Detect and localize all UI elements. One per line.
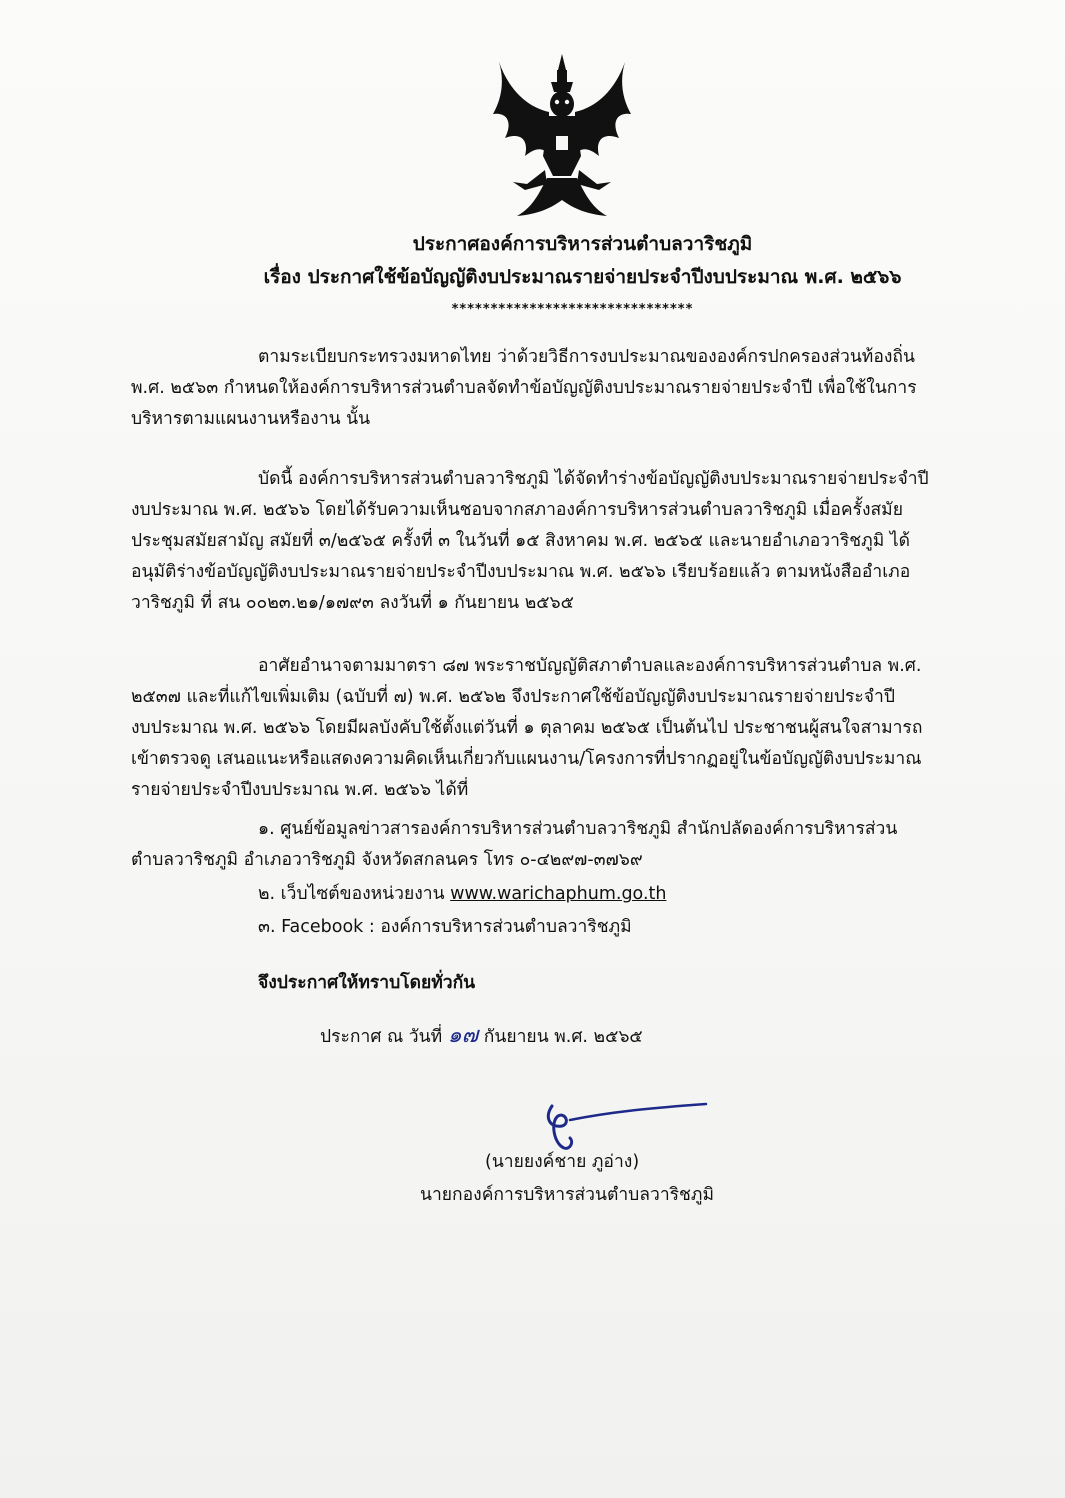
para-line: อาศัยอำนาจตามมาตรา ๘๗ พระราชบัญญัติสภาตำบลและองค์การบริหารส่วนตำบล พ.ศ.: [258, 656, 922, 676]
paragraph-authority: [131, 651, 943, 806]
list-item-facebook: ๓. Facebook : องค์การบริหารส่วนตำบลวาริชภูมิ: [258, 917, 632, 937]
para-line: อนุมัติร่างข้อบัญญัติงบประมาณรายจ่ายประจำปีงบประมาณ พ.ศ. ๒๕๖๖ เรียบร้อยแล้ว ตามหนังสืออำเภอ: [131, 562, 911, 582]
date-prefix: ประกาศ ณ วันที่: [320, 1027, 443, 1047]
para-line: บริหารตามแผนงานหรืองาน นั้น: [131, 409, 371, 429]
signer-name: (นายยงค์ชาย ภูอ่าง): [485, 1152, 640, 1172]
closing-statement: จึงประกาศให้ทราบโดยทั่วกัน: [258, 973, 476, 993]
para-line: งบประมาณ พ.ศ. ๒๕๖๖ โดยได้รับความเห็นชอบจากสภาองค์การบริหารส่วนตำบลวาริชภูมิ เมื่อครั้งสมัย: [131, 500, 903, 520]
para-line: วาริชภูมิ ที่ สน ๐๐๒๓.๒๑/๑๗๙๓ ลงวันที่ ๑ กันยายน ๒๕๖๕: [131, 593, 574, 613]
website-label: ๒. เว็บไซต์ของหน่วยงาน: [258, 884, 451, 904]
org-title: ประกาศองค์การบริหารส่วนตำบลวาริชภูมิ: [412, 233, 753, 255]
para-line: บัดนี้ องค์การบริหารส่วนตำบลวาริชภูมิ ได้จัดทำร่างข้อบัญญัติงบประมาณรายจ่ายประจำปี: [258, 469, 929, 489]
list-item-website: [258, 879, 666, 910]
date-suffix: กันยายน พ.ศ. ๒๕๖๕: [483, 1027, 643, 1047]
announcement-date: [320, 1017, 643, 1052]
subject-title: เรื่อง ประกาศใช้ข้อบัญญัติงบประมาณรายจ่ายประจำปีงบประมาณ พ.ศ. ๒๕๖๖: [263, 266, 902, 288]
website-link[interactable]: www.warichaphum.go.th: [450, 884, 667, 904]
signer-position: นายกองค์การบริหารส่วนตำบลวาริชภูมิ: [420, 1185, 714, 1205]
para-line: ตามระเบียบกระทรวงมหาดไทย ว่าด้วยวิธีการงบประมาณขององค์กรปกครองส่วนท้องถิ่น: [258, 347, 915, 367]
para-line: งบประมาณ พ.ศ. ๒๕๖๖ โดยมีผลบังคับใช้ตั้งแต่วันที่ ๑ ตุลาคม ๒๕๖๕ เป็นต้นไป ประชาชนผู้สนใจสามารถ: [131, 718, 923, 738]
para-line: พ.ศ. ๒๕๖๓ กำหนดให้องค์การบริหารส่วนตำบลจัดทำข้อบัญญัติงบประมาณรายจ่ายประจำปี เพื่อใช้ในการ: [131, 378, 917, 398]
paragraph-regulation: [131, 342, 943, 435]
separator-stars: *******************************: [451, 302, 694, 317]
list-item-info-center: ๑. ศูนย์ข้อมูลข่าวสารองค์การบริหารส่วนตำบลวาริชภูมิ สำนักปลัดองค์การบริหารส่วน: [258, 819, 898, 839]
date-day-handwritten: ๑๗: [447, 1023, 479, 1048]
para-line: ประชุมสมัยสามัญ สมัยที่ ๓/๒๕๖๕ ครั้งที่ ๓ ในวันที่ ๑๕ สิงหาคม พ.ศ. ๒๕๖๕ และนายอำเภอวาริชภูมิ ได้: [131, 531, 910, 551]
para-line: รายจ่ายประจำปีงบประมาณ พ.ศ. ๒๕๖๖ ได้ที่: [131, 780, 469, 800]
para-line: เข้าตรวจดู เสนอแนะหรือแสดงความคิดเห็นเกี่ยวกับแผนงาน/โครงการที่ปรากฏอยู่ในข้อบัญญัติงบประมาณ: [131, 749, 922, 769]
list-item-info-center-cont: ตำบลวาริชภูมิ อำเภอวาริชภูมิ จังหวัดสกลนคร โทร ๐-๔๒๙๗-๓๗๖๙: [131, 850, 643, 870]
para-line: ๒๕๓๗ และที่แก้ไขเพิ่มเติม (ฉบับที่ ๗) พ.ศ. ๒๕๖๒ จึงประกาศใช้ข้อบัญญัติงบประมาณรายจ่ายประจำปี: [131, 687, 895, 707]
garuda-emblem-icon: [487, 52, 637, 220]
paragraph-approval: [131, 464, 943, 619]
